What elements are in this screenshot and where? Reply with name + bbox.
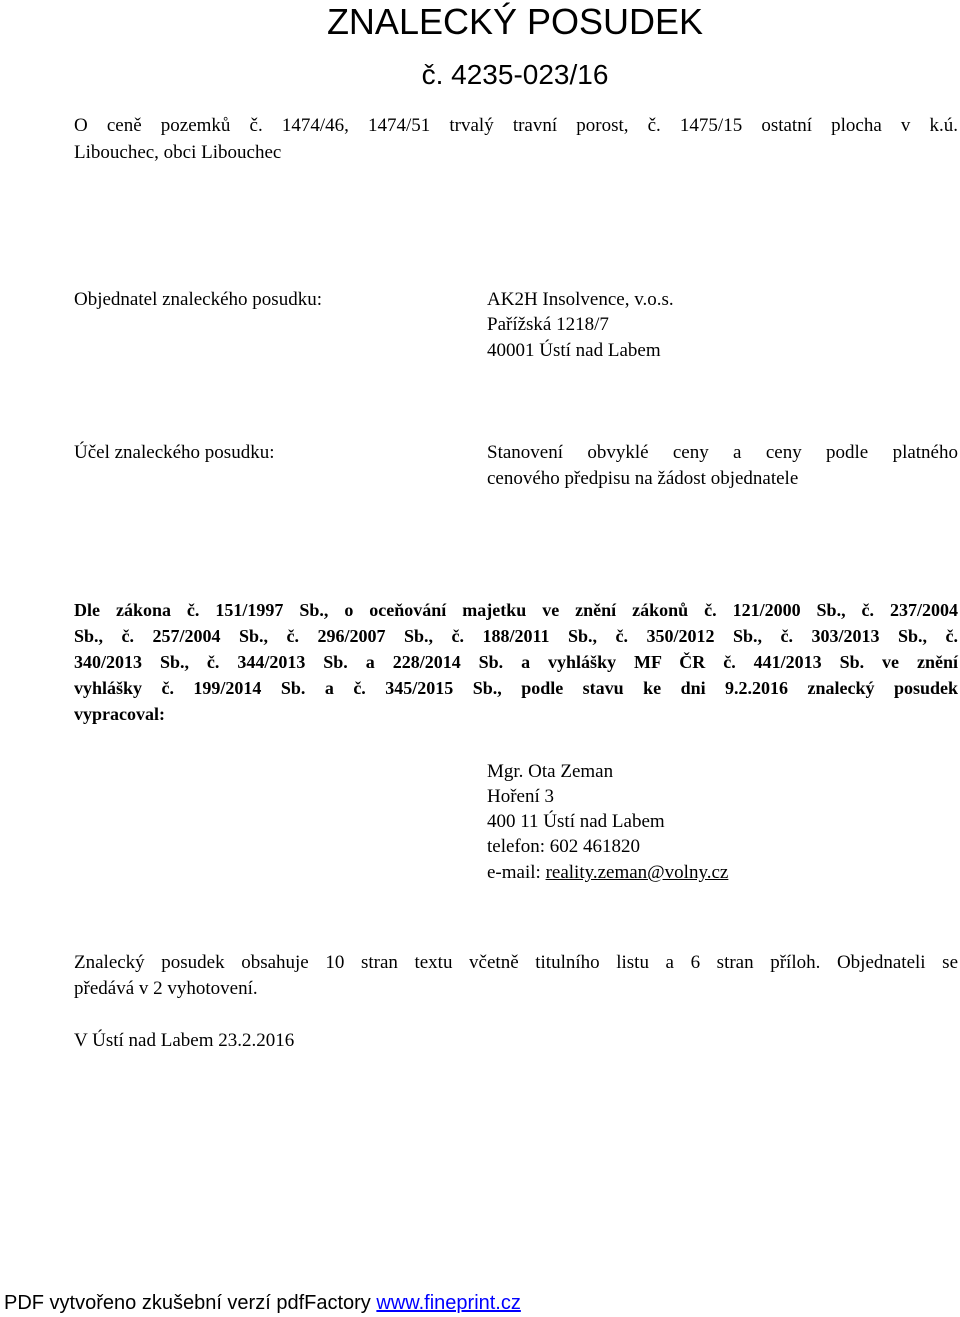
subject-line-1: O ceně pozemků č. 1474/46, 1474/51 trvalý travní porost, č. 1475/15 ostatní plocha v k.ú.	[74, 115, 958, 136]
expert-phone: telefon: 602 461820	[487, 836, 641, 857]
purpose-line-1: Stanovení obvyklé ceny a ceny podle platného	[487, 442, 958, 463]
document-title: ZNALECKÝ POSUDEK	[326, 1, 704, 42]
expert-email-label: e-mail:	[487, 862, 546, 883]
client-name: AK2H Insolvence, v.o.s.	[487, 289, 674, 310]
pdf-footer	[4, 1290, 521, 1316]
place-date: V Ústí nad Labem 23.2.2016	[74, 1030, 295, 1051]
law-line-5: vypracoval:	[74, 704, 165, 724]
client-label: Objednatel znaleckého posudku:	[74, 289, 322, 310]
expert-city: 400 11 Ústí nad Labem	[487, 811, 665, 832]
law-line-2: Sb., č. 257/2004 Sb., č. 296/2007 Sb., č. 188/2011 Sb., č. 350/2012 Sb., č. 303/2013 Sb., č.	[74, 626, 958, 646]
expert-email-row	[487, 859, 728, 886]
law-line-3: 340/2013 Sb., č. 344/2013 Sb. a 228/2014 Sb. a vyhlášky MF ČR č. 441/2013 Sb. ve znění	[74, 652, 958, 672]
subject-line-2: Libouchec, obci Libouchec	[74, 142, 282, 163]
law-line-1: Dle zákona č. 151/1997 Sb., o oceňování majetku ve znění zákonů č. 121/2000 Sb., č. 237/2004	[74, 600, 958, 620]
client-street: Pařížská 1218/7	[487, 314, 609, 335]
expert-email-link[interactable]: reality.zeman@volny.cz	[545, 862, 729, 883]
expert-name: Mgr. Ota Zeman	[487, 761, 614, 782]
note-line-1: Znalecký posudek obsahuje 10 stran textu včetně titulního listu a 6 stran příloh. Objednateli se	[74, 952, 958, 973]
footer-link[interactable]: www.fineprint.cz	[376, 1292, 521, 1314]
note-line-2: předává v 2 vyhotovení.	[74, 978, 258, 999]
purpose-label: Účel znaleckého posudku:	[74, 442, 275, 463]
client-city: 40001 Ústí nad Labem	[487, 340, 661, 361]
document-number: č. 4235-023/16	[421, 59, 609, 90]
purpose-line-2: cenového předpisu na žádost objednatele	[487, 468, 799, 489]
law-line-4: vyhlášky č. 199/2014 Sb. a č. 345/2015 Sb., podle stavu ke dni 9.2.2016 znalecký posudek	[74, 678, 958, 698]
footer-text: PDF vytvořeno zkušební verzí pdfFactory	[4, 1292, 377, 1314]
expert-street: Hoření 3	[487, 786, 555, 807]
